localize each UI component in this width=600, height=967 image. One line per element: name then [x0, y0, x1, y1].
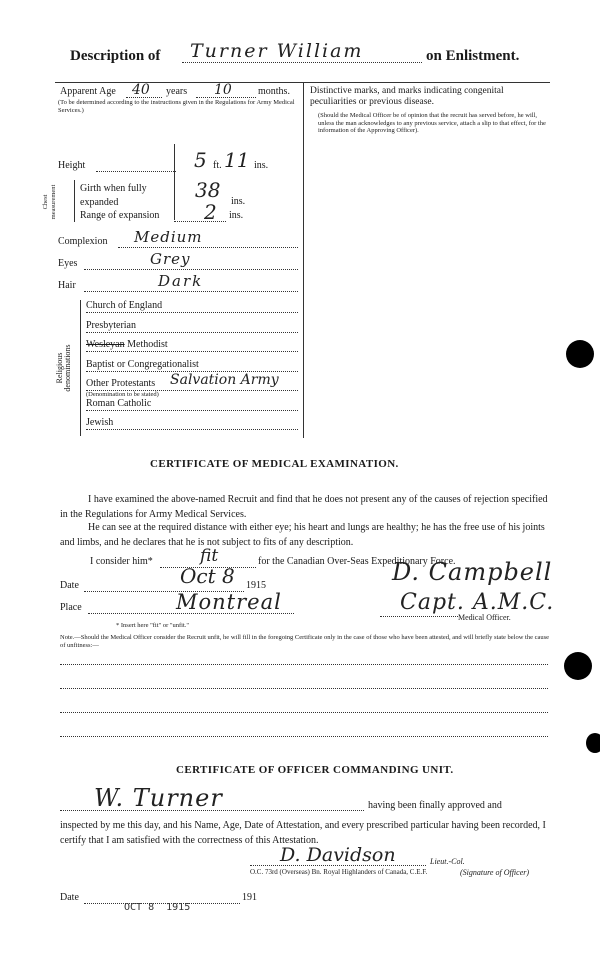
- age-months: 10: [214, 82, 232, 98]
- height-ins: 11: [224, 148, 250, 172]
- unfit-line-1: [60, 664, 548, 665]
- medical-date-label: Date: [60, 580, 79, 591]
- religion-item: Presbyterian: [86, 319, 136, 331]
- chest-girth-label: Girth when fully expanded: [80, 183, 147, 208]
- medical-title: CERTIFICATE OF MEDICAL EXAMINATION.: [150, 458, 399, 470]
- chest-girth-unit: ins.: [231, 196, 246, 207]
- religion-other-note: (Denomination to be stated): [86, 391, 159, 398]
- medical-date: Oct 8: [180, 564, 235, 588]
- officer-year-label: 191: [242, 892, 257, 903]
- hair-line: [84, 291, 298, 292]
- medical-date-year: 1915: [246, 580, 266, 591]
- officer-unit: O.C. 73rd (Overseas) Bn. Royal Highlanders of Canada, C.E.F.: [250, 868, 428, 876]
- religion-other-value: Salvation Army: [170, 372, 279, 388]
- punch-hole-edge: [586, 733, 600, 753]
- chest-range-line: [174, 221, 226, 222]
- religion-bracket: [80, 300, 81, 436]
- top-rule: [55, 82, 550, 83]
- consider-prefix: I consider him*: [90, 556, 153, 567]
- medical-officer-label: Medical Officer.: [458, 613, 511, 622]
- age-years-label: years: [166, 86, 188, 97]
- medical-sig-line: [380, 616, 458, 617]
- height-ft: 5: [194, 148, 207, 172]
- officer-text1: having been finally approved and: [368, 800, 502, 811]
- chest-side-label: Chest measurement: [42, 184, 57, 220]
- chest-range-label: Range of expansion: [80, 210, 160, 221]
- medical-note: Note.—Should the Medical Officer consider the Recruit unfit, he will fill in the foregoing Certificate only in the case of those who have been attested, and will briefly state below the cause of unfitness:—: [60, 634, 550, 649]
- officer-date-label: Date: [60, 892, 79, 903]
- complexion-line: [118, 247, 298, 248]
- unfit-line-2: [60, 688, 548, 689]
- officer-sig-line: [250, 865, 426, 866]
- age-years: 40: [132, 82, 150, 98]
- religion-item: Other Protestants: [86, 378, 156, 389]
- chest-bracket: [74, 180, 75, 222]
- punch-hole-bottom: [564, 652, 592, 680]
- complexion-value: Medium: [134, 228, 203, 246]
- hair-label: Hair: [58, 280, 76, 291]
- officer-sig-label: (Signature of Officer): [460, 868, 530, 877]
- complexion-label: Complexion: [58, 236, 108, 247]
- punch-hole-top: [566, 340, 594, 368]
- religion-item-line: [86, 429, 298, 430]
- chest-range: 2: [204, 200, 217, 224]
- religion-item-line: [86, 332, 298, 333]
- age-note: (To be determined according to the instructions given in the Regulations for Army Medical Services.): [58, 99, 295, 114]
- medical-rank: Capt. A.M.C.: [400, 590, 555, 615]
- religion-item-line: [86, 351, 298, 352]
- officer-name: W. Turner: [94, 784, 223, 812]
- height-leader: [96, 171, 176, 172]
- chest-girth: 38: [195, 178, 221, 202]
- header-prefix: Description of: [70, 48, 161, 64]
- religion-item: Church of England: [86, 300, 163, 311]
- column-divider: [303, 82, 304, 438]
- religion-item-line: [86, 312, 298, 313]
- officer-signature: D. Davidson: [280, 844, 396, 866]
- age-label: Apparent Age: [60, 86, 116, 97]
- religion-item-line: [86, 410, 298, 411]
- height-ins-label: ins.: [254, 160, 269, 171]
- distinctive-title: Distinctive marks, and marks indicating congenital peculiarities or previous disease.: [310, 86, 504, 107]
- eyes-line: [84, 269, 298, 270]
- religion-item: Roman Catholic: [86, 397, 152, 409]
- chest-range-unit: ins.: [229, 210, 244, 221]
- medical-place: Montreal: [176, 590, 282, 614]
- officer-text2: inspected by me this day, and his Name, Age, Date of Attestation, and every prescribed particular having been recorded, I certify that I am satisfied with the correctness of this Attestation.: [60, 820, 546, 846]
- religion-side-label: Religious denominations: [55, 344, 72, 392]
- fit-value: fit: [200, 546, 219, 566]
- header-name-line: [182, 62, 422, 63]
- hair-value: Dark: [158, 272, 204, 290]
- officer-title: CERTIFICATE OF OFFICER COMMANDING UNIT.: [176, 764, 454, 776]
- religion-item: Baptist or Congregationalist: [86, 358, 199, 370]
- insert-note: * Insert here "fit" or "unfit.": [116, 622, 190, 629]
- height-ft-label: ft.: [213, 160, 222, 171]
- distinctive-note: (Should the Medical Officer be of opinion that the recruit has served before, he will, unless the man acknowledges to any previous service, attach a slip to that effect, for the information of the Approving Officer).: [318, 112, 546, 134]
- unfit-line-4: [60, 736, 548, 737]
- medical-place-label: Place: [60, 602, 82, 613]
- officer-rank: Lieut.-Col.: [430, 857, 465, 866]
- religion-item: Jewish: [86, 417, 114, 428]
- struck-word: Wesleyan: [86, 339, 125, 350]
- medical-para2: He can see at the required distance with either eye; his heart and lungs are healthy; he has the free use of his joints and limbs, and he declares that he is not subject to fits of any description.: [60, 522, 545, 548]
- officer-date-stamp: OCT 8 1915: [124, 902, 191, 913]
- header-name: Turner William: [190, 40, 364, 62]
- eyes-label: Eyes: [58, 258, 78, 269]
- header-suffix: on Enlistment.: [426, 48, 520, 64]
- medical-para1: I have examined the above-named Recruit and find that he does not present any of the causes of rejection specified in the Regulations for Army Medical Services.: [60, 494, 548, 520]
- age-months-label: months.: [258, 86, 290, 97]
- eyes-value: Grey: [150, 250, 191, 268]
- religion-item: Wesleyan Methodist: [86, 339, 168, 350]
- consider-suffix: for the Canadian Over-Seas Expeditionary Force.: [258, 556, 456, 567]
- height-label: Height: [58, 160, 86, 171]
- medical-signature: D. Campbell: [392, 558, 553, 586]
- unfit-line-3: [60, 712, 548, 713]
